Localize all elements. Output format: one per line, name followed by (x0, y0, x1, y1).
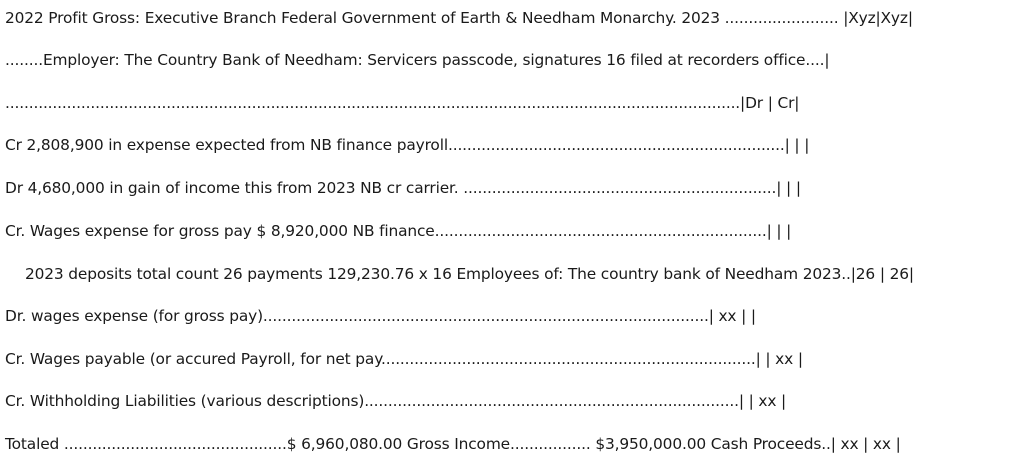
employer-line: ........Employer: The Country Bank of Needham: Servicers passcode, signatures 16 filed at recorders office....| (5, 51, 830, 69)
deposits-total-line: 2023 deposits total count 26 payments 129,230.76 x 16 Employees of: The country bank of Needham 2023..|26 | 26| (25, 265, 914, 283)
dr-wages-expense-line: Dr. wages expense (for gross pay)..............................................................................................| xx | | (5, 307, 756, 325)
gain-of-income-line: Dr 4,680,000 in gain of income this from 2023 NB cr carrier. ..................................................................| | | (5, 179, 801, 197)
dr-cr-header-line: ...........................................................................................................................................................|Dr | Cr| (5, 94, 800, 112)
expense-expected-line: Cr 2,808,900 in expense expected from NB finance payroll.......................................................................| | | (5, 136, 810, 154)
ledger-header-line: 2022 Profit Gross: Executive Branch Federal Government of Earth & Needham Monarchy. 2023 ........................ |Xyz|Xyz| (5, 9, 913, 27)
wages-expense-gross-line: Cr. Wages expense for gross pay $ 8,920,000 NB finance......................................................................| | | (5, 222, 792, 240)
cr-withholding-line: Cr. Withholding Liabilities (various descriptions)...............................................................................| | xx | (5, 392, 787, 410)
totaled-line: Totaled ...............................................$ 6,960,080.00 Gross Income................. $3,950,000.00 Cash Proceeds..| xx | xx | (5, 435, 901, 453)
cr-wages-payable-line: Cr. Wages payable (or accured Payroll, for net pay...............................................................................| | xx | (5, 350, 803, 368)
